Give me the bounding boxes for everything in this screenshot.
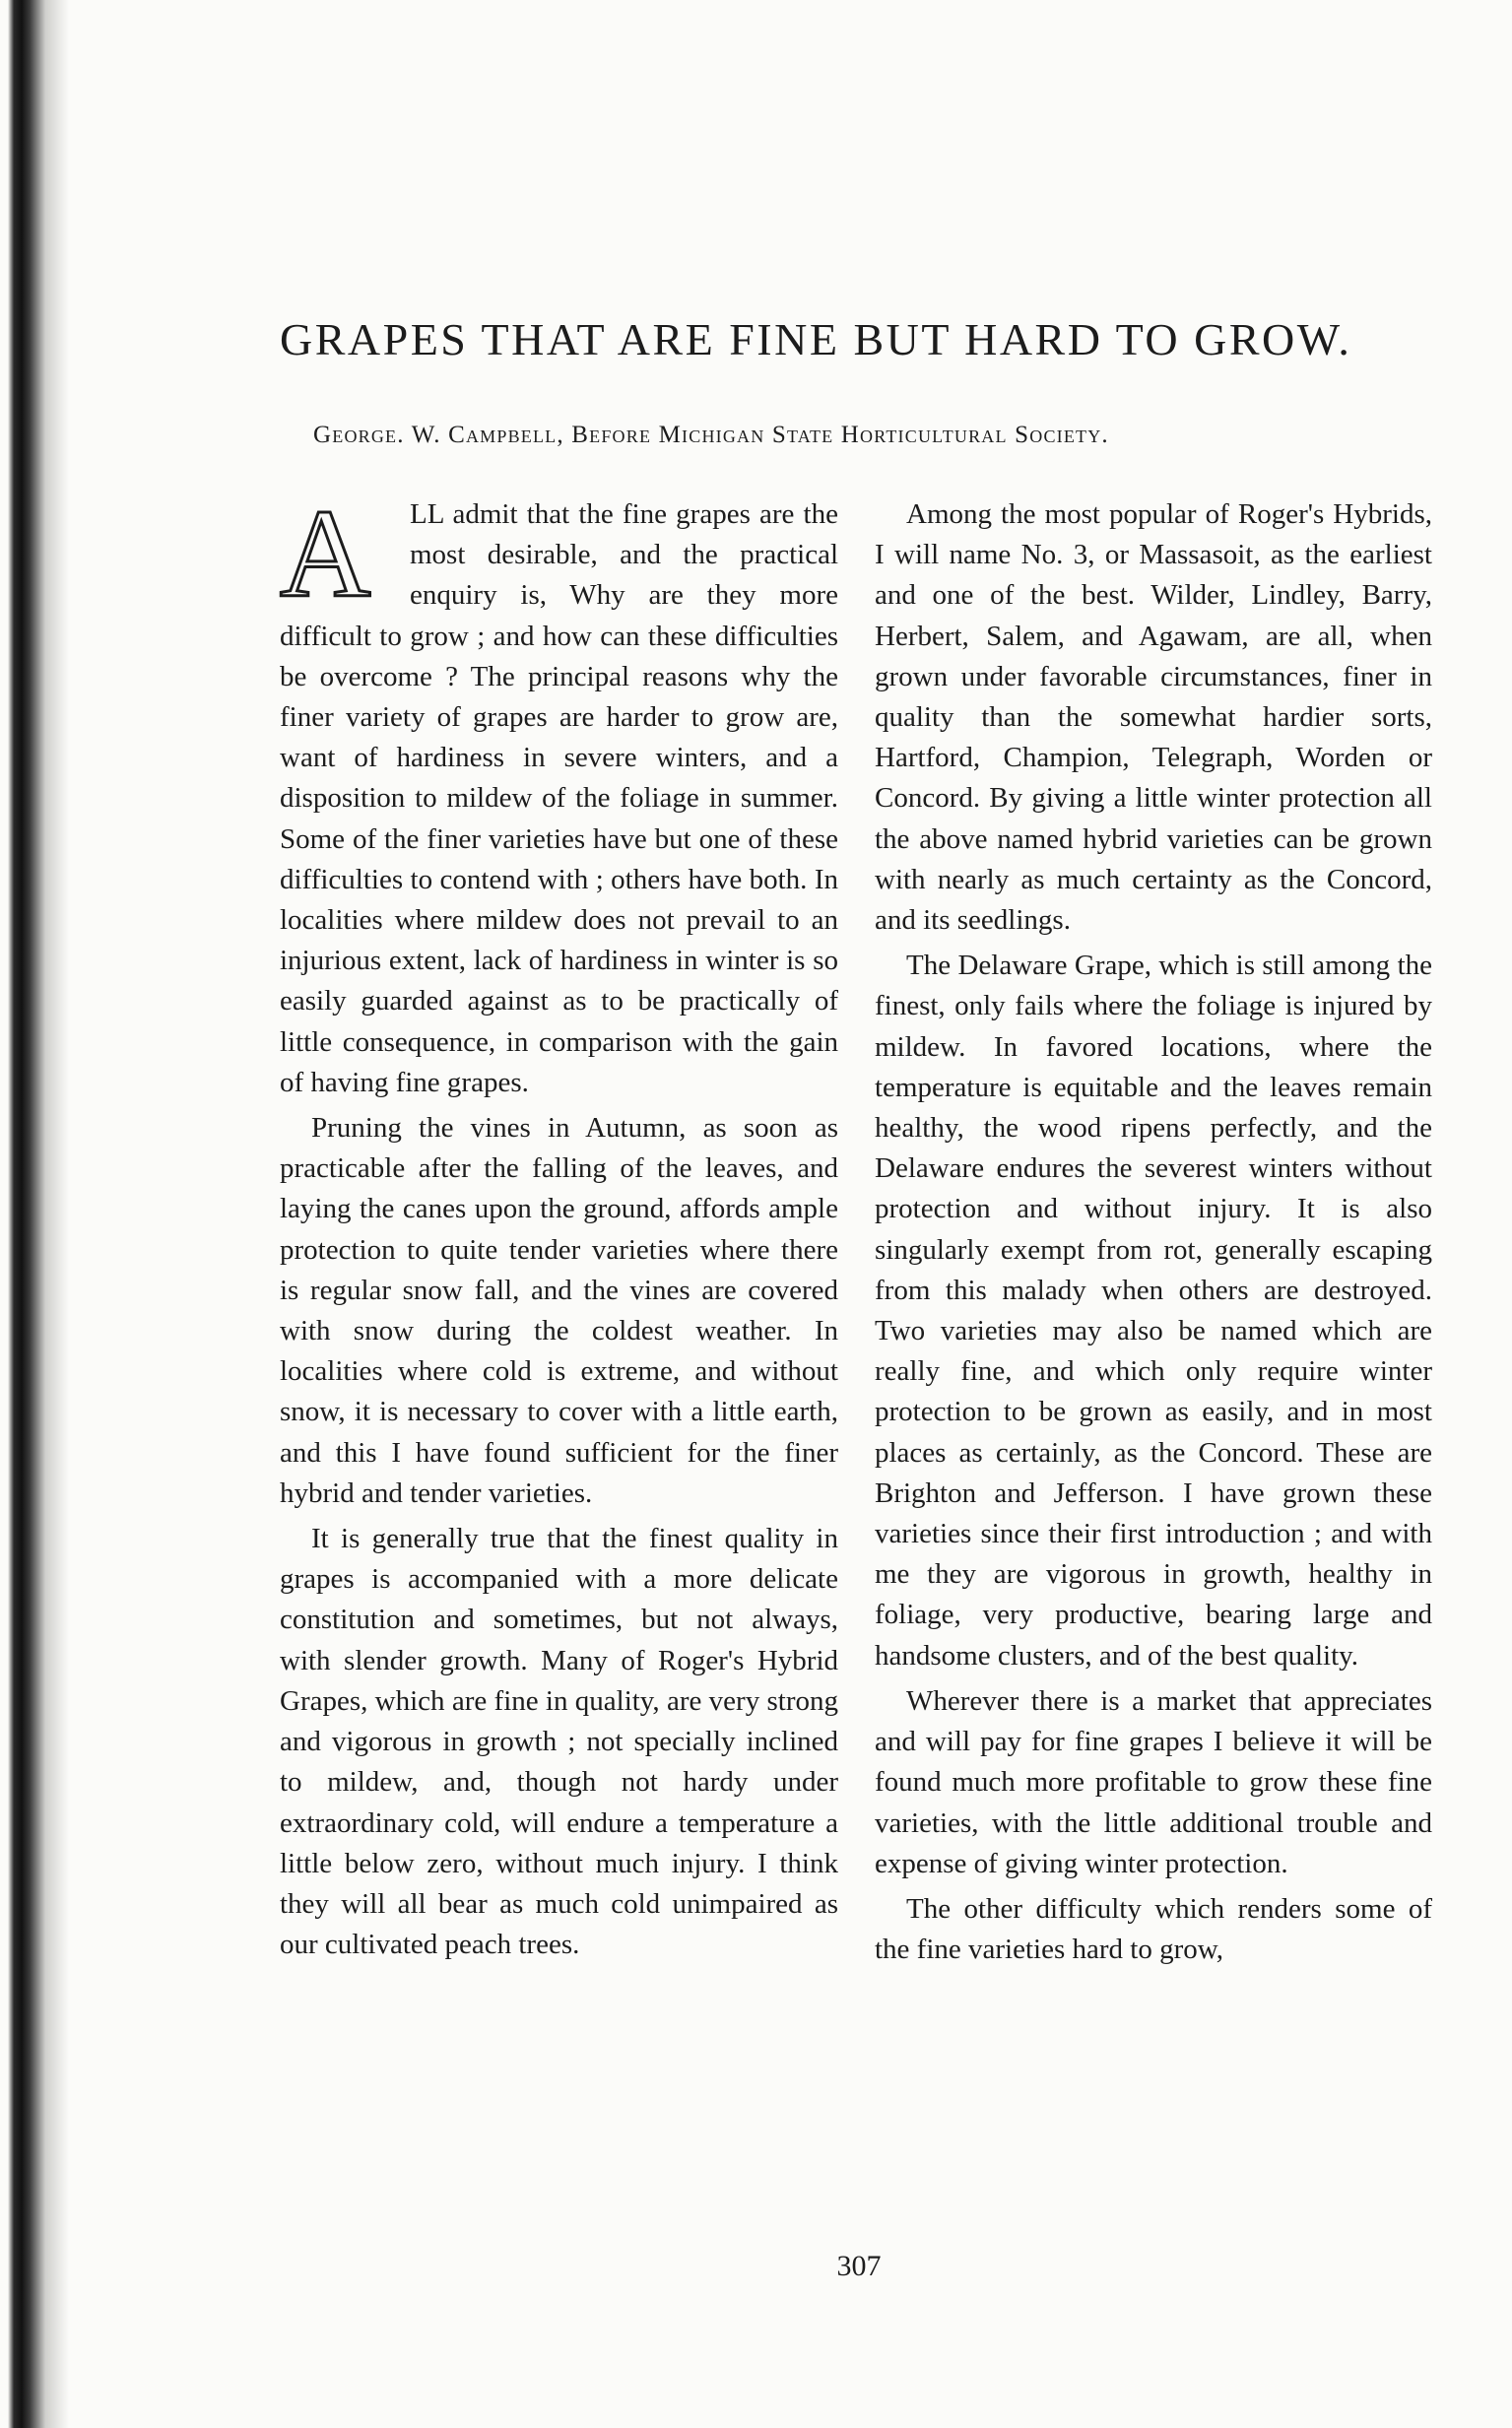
right-column	[875, 494, 1432, 1975]
paragraph: LL admit that the fine grapes are the most desirable, and the practical enquiry is, Why are they more difficult to grow ; and how can these difficulties be overcome ? The principal reasons why the finer variety of grapes are harder to grow are, want of hardiness in severe winters, and a disposition to mildew of the foliage in summer. Some of the finer varieties have but one of these difficulties to contend with ; others have both. In localities where mildew does not prevail to an injurious extent, lack of hardiness in winter is so easily guarded against as to be practically of little consequence, in comparison with the gain of having fine grapes.	[280, 498, 838, 1098]
left-column	[280, 484, 838, 1970]
paragraph: The Delaware Grape, which is still among the finest, only fails where the foliage is injured by mildew. In favored locations, where the temperature is equitable and the leaves remain healthy, the wood ripens perfectly, and the Delaware endures the severest winters without protection and without injury. It is also singularly exempt from rot, generally escaping from this malady when others are destroyed. Two varieties may also be named which are really fine, and which only require winter protection to be grown as easily, and in most places as certainly, as the Concord. These are Brighton and Jefferson. I have grown these varieties since their first introduction ; and with me they are vigorous in growth, healthy in foliage, very productive, bearing large and handsome clusters, and of the best quality.	[875, 950, 1432, 1672]
paragraph: The other difficulty which renders some of the fine varieties hard to grow,	[875, 1892, 1432, 1966]
paragraph: Among the most popular of Roger's Hybrids, I will name No. 3, or Massasoit, as the earliest and one of the best. Wilder, Lindley, Barry, Herbert, Salem, and Agawam, are all, when grown under favorable circumstances, finer in quality than the somewhat hardier sorts, Hartford, Champion, Telegraph, Worden or Concord. By giving a little winter protection all the above named hybrid varieties can be grown with nearly as much certainty as the Concord, and its seedlings.	[875, 498, 1432, 937]
drop-cap: A	[280, 484, 371, 623]
page-number: 307	[836, 2250, 882, 2282]
article-title: GRAPES THAT ARE FINE BUT HARD TO GROW.	[280, 314, 1352, 364]
article-byline: George. W. Campbell, Before Michigan State Horticultural Society.	[313, 422, 1109, 448]
paragraph: Wherever there is a market that appreciates and will pay for fine grapes I believe it will be found much more profitable to grow these fine varieties, with the little additional trouble and expense of giving winter protection.	[875, 1684, 1432, 1879]
page-binding-edge	[0, 0, 69, 2428]
paragraph: It is generally true that the finest quality in grapes is accompanied with a more delicate constitution and sometimes, but not always, with slender growth. Many of Roger's Hybrid Grapes, which are fine in quality, are very strong and vigorous in growth ; not specially inclined to mildew, and, though not hardy under extraordinary cold, will endure a temperature a little below zero, without much injury. I think they will all bear as much cold unimpaired as our cultivated peach trees.	[280, 1523, 838, 1961]
paragraph: Pruning the vines in Autumn, as soon as practicable after the falling of the leaves, and laying the canes upon the ground, affords ample protection to quite tender varieties where there is regular snow fall, and the vines are covered with snow during the coldest weather. In localities where cold is extreme, and without snow, it is necessary to cover with a little earth, and this I have found sufficient for the finer hybrid and tender varieties.	[280, 1112, 838, 1509]
